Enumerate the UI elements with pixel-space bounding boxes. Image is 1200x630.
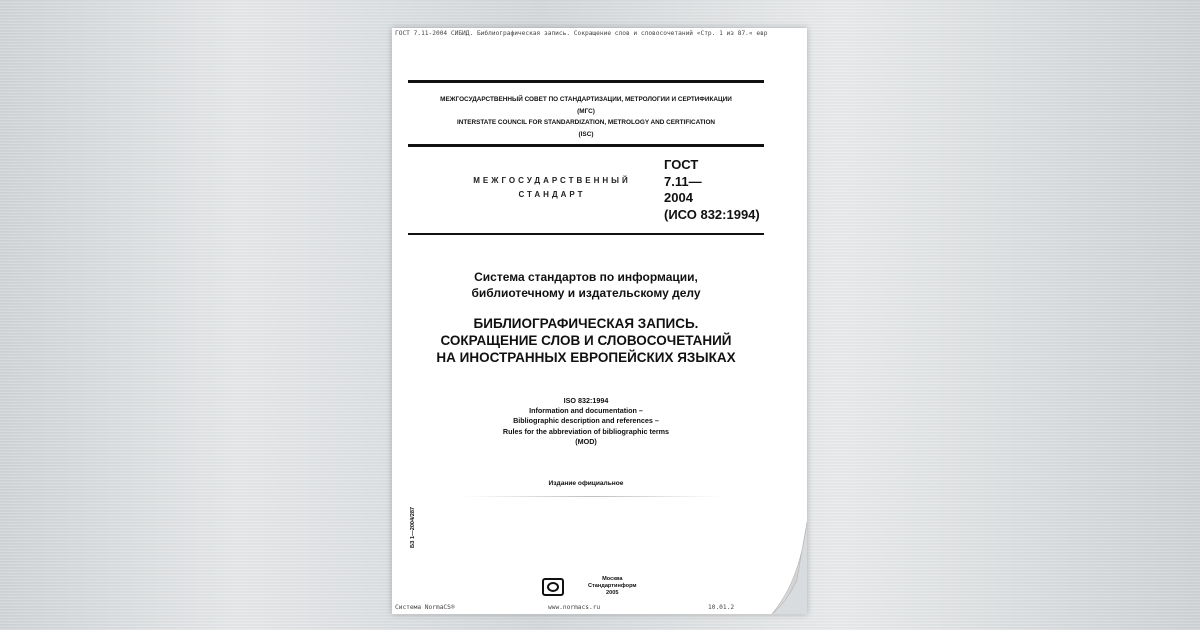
footer-left: Система NormaCS®: [395, 604, 455, 611]
page-header-line: ГОСТ 7.11-2004 СИБИД. Библиографическая запись. Сокращение слов и словосочетаний «Стр. 1 из 87.« евр: [395, 30, 768, 37]
gost-number: ГОСТ 7.11— 2004 (ИСО 832:1994): [664, 157, 760, 222]
council-name-en: INTERSTATE COUNCIL FOR STANDARDIZATION, METROLOGY AND CERTIFICATION: [456, 119, 716, 126]
standard-type-label: МЕЖГОСУДАРСТВЕННЫЙ СТАНДАРТ: [473, 176, 631, 199]
faded-divider: [462, 496, 722, 497]
edition-label: Издание официальное: [548, 480, 624, 487]
council-abbr-en: (ISC): [578, 130, 594, 138]
council-name-ru: МЕЖГОСУДАРСТВЕННЫЙ СОВЕТ ПО СТАНДАРТИЗАЦИИ, МЕТРОЛОГИИ И СЕРТИФИКАЦИИ: [440, 96, 732, 103]
middle-rule: [408, 144, 764, 147]
council-block: [408, 94, 764, 140]
footer-right: 10.01.2: [708, 604, 735, 611]
document-page: [392, 28, 807, 614]
iso-reference-block: ISO 832:1994 Information and documentation – Bibliographic description and references – Rules for the abbreviation of bibliographic terms (MOD): [502, 396, 670, 446]
vertical-code: БЗ 1—2004/287: [410, 506, 416, 548]
document-title: БИБЛИОГРАФИЧЕСКАЯ ЗАПИСЬ. СОКРАЩЕНИЕ СЛОВ И СЛОВОСОЧЕТАНИЙ НА ИНОСТРАННЫХ ЕВРОПЕЙСКИХ ЯЗЫКАХ: [436, 316, 736, 365]
top-rule: [408, 80, 764, 83]
footer-center: www.normacs.ru: [548, 604, 601, 611]
publisher-logo-icon: [542, 578, 564, 596]
council-abbr-ru: (МГС): [577, 107, 595, 115]
lower-rule: [408, 233, 764, 235]
publisher-block: Москва Стандартинформ 2005: [588, 576, 637, 596]
page-curl-icon: [762, 520, 807, 614]
series-title: Система стандартов по информации, библиотечному и издательскому делу: [471, 270, 701, 300]
